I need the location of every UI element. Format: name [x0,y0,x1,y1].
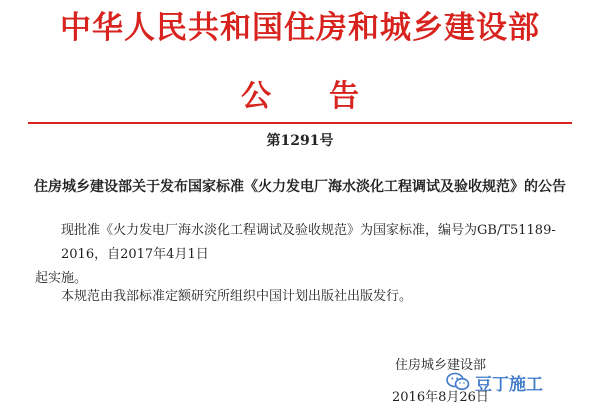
watermark-text: 豆丁施工 [475,374,543,395]
signature-organization: 住房城乡建设部 [395,358,487,373]
paragraph-2-text: 本规范由我部标准定额研究所组织中国计划出版社出版发行。 [61,289,413,304]
document-number: 第1291号 [266,133,334,149]
notice-paragraph-2 [35,285,575,309]
red-divider-line [28,122,572,124]
paragraph-1-line-1: 现批准《火力发电厂海水淡化工程调试及验收规范》为国家标准，编号为GB/T51189-2016，自2017年4月1日 [61,223,556,262]
notice-paragraph-1 [35,219,575,291]
paragraph-1-line-2: 起实施。 [35,271,88,286]
signature-date: 2016年8月26日 [392,390,489,405]
document-type-heading: 公告 [241,79,417,114]
notice-title: 住房城乡建设部关于发布国家标准《火力发电厂海水淡化工程调试及验收规范》的公告 [34,179,566,195]
issuing-authority: 中华人民共和国住房和城乡建设部 [60,10,540,46]
